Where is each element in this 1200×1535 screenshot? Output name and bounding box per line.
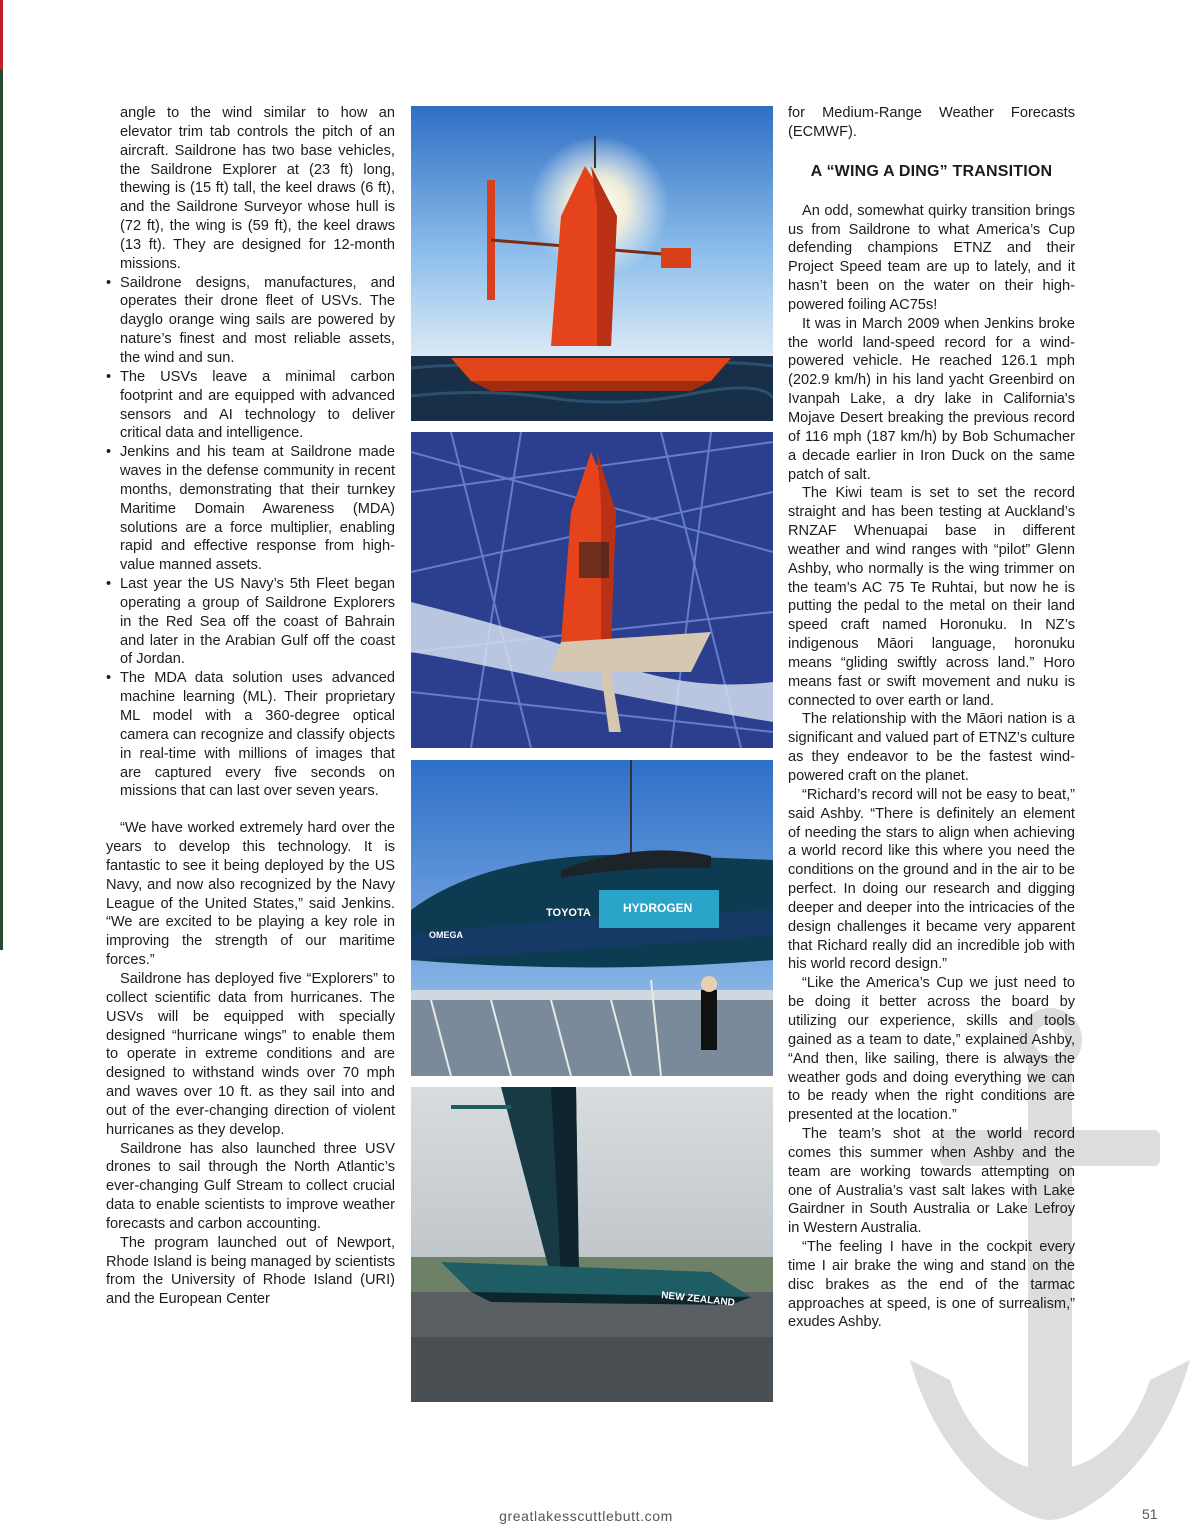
continuation-text: angle to the wind similar to how an elevator trim tab controls the pitch of an aircraft. Saildrone has two base vehicles, the Saildrone Explorer at (23 ft) long, thewing is (15 ft) tall, the keel draws (6 ft), and the Saildrone Surveyor whose hull is (72 ft), the wing is (59 ft), the keel draws (13 ft). They are designed for 12-month missions. — [120, 105, 395, 272]
body-paragraph: “We have worked extremely hard over the years to develop this technology. It is fantastic to see it being deployed by the US Navy, and now also recognized by the Navy League of the United States,” said Jenkins. “We are excited to be playing a key role in improving the strength of our maritime forces.” — [106, 820, 395, 969]
right-column — [788, 104, 1075, 1332]
photo-land-yacht-lifted — [411, 760, 773, 1076]
bullet-item: • Last year the US Navy’s 5th Fleet began operating a group of Saildrone Explorers in the Red Sea off the coast of Bahrain and later in the Arabian Gulf off the coast of Jordan. — [106, 575, 395, 669]
section-heading: A “WING A DING” TRANSITION — [810, 162, 1053, 180]
bullet-item: • Saildrone designs, manufactures, and operates their drone fleet of USVs. The dayglo orange wing sails are powered by nature’s finest and most reliable assets, the wind and sun. — [106, 274, 395, 368]
bullet-item: • The USVs leave a minimal carbon footprint and are equipped with advanced sensors and AI technology to deliver critical data and intelligence. — [106, 368, 395, 443]
body-paragraph: Saildrone has deployed five “Explorers” to collect scientific data from hurricanes. The USVs will be equipped with specially designed “hurricane wings” to enable them to operate in extreme conditions and are designed to withstand winds over 70 mph and waves over 10 ft. as they sail into and out of the ever-changing direction of violent hurricanes as they develop. — [106, 970, 395, 1138]
photo-land-yacht-racing — [411, 1087, 773, 1402]
sponsor-text-toyota: TOYOTA — [546, 907, 591, 919]
body-paragraph: The Kiwi team is set to set the record straight and has been testing at Auckland’s RNZAF Whenuapai base in different weather and wind ranges with “pilot” Glenn Ashby, who normally is the wing trimmer on the team’s AC 75 Te Ruhtai, but now he is putting the pedal to the metal on their land speed craft named Horonuku. In NZ’s indigenous Māori language, horonuku means “gliding swiftly across land.” Horo means fast or swift movement and nuku is connected to over earth or land. — [788, 485, 1075, 709]
photo-saildrone-at-sea — [411, 106, 773, 421]
continuation-text: for Medium-Range Weather Forecasts (ECMWF). — [788, 105, 1075, 140]
sponsor-text-omega: OMEGA — [429, 930, 464, 940]
bullet-item: • The MDA data solution uses advanced machine learning (ML). Their proprietary ML model with a 360-degree optical camera can recognize and classify objects in real-time with millions of images that are captured every five seconds on missions that can last over seven years. — [106, 669, 395, 801]
page-edge-red — [0, 0, 3, 70]
footer-website: greatlakesscuttlebutt.com — [499, 1508, 673, 1524]
body-paragraph: An odd, somewhat quirky transition brings us from Saildrone to what America’s Cup defending champions ETNZ and their Project Speed team are up to lately, and it hasn’t been on the water on their high-powered foiling AC75s! — [788, 202, 1075, 313]
body-paragraph: Saildrone has also launched three USV drones to sail through the North Atlantic’s ever-changing Gulf Stream to collect crucial data to enable scientists to improve weather forecasts and carbon accounting. — [106, 1140, 395, 1232]
hull-text-new-zealand: NEW ZEALAND — [660, 1290, 736, 1309]
body-paragraph: “The feeling I have in the cockpit every time I air brake the wing and stand on the disc brakes as the end of the tarmac approaches at speed, is one of surrealism,” exudes Ashby. — [788, 1239, 1075, 1331]
body-paragraph: The team’s shot at the world record comes this summer when Ashby and the team are working towards attempting on one of Australia’s vast salt lakes with Lake Gairdner in South Australia or Lake Lefroy in Western Australia. — [788, 1126, 1075, 1237]
body-paragraph: “Richard’s record will not be easy to beat,” said Ashby. “There is definitely an element of needing the stars to align when achieving a world record like this where you need the conditions on the ground and in the air to be perfect. In doing our research and digging deeper and deeper into the intricacies of the design challenges it became very apparent that Richard really did an incredible job with his world record design.” — [788, 786, 1075, 973]
photo-saildrone-hanging — [411, 432, 773, 748]
body-paragraph: “Like the America’s Cup we just need to be doing it better across the board by utilizing our experience, skills and tools gained as a team to date,” explained Ashby, “And then, like sailing, there is always the weather gods and doing everything we can to be ready when the right conditions are presented at the location.” — [788, 975, 1075, 1124]
page-number: 51 — [1142, 1506, 1158, 1522]
left-column — [106, 104, 395, 1309]
bullet-list — [106, 274, 395, 802]
bullet-item: • Jenkins and his team at Saildrone made waves in the defense community in recent months, demonstrating that their turnkey Maritime Domain Awareness (MDA) solutions are a force multiplier, enabling rapid and effective response from high-value manned assets. — [106, 443, 395, 575]
body-paragraph: It was in March 2009 when Jenkins broke the world land-speed record for a wind-powered vehicle. He reached 126.1 mph (202.9 km/h) in his land yacht Greenbird on Ivanpah Lake, a dry lake in California's Mojave Desert breaking the previous record of 116 mph (187 km/h) by Bob Schumacher a decade earlier in Iron Duck on the same patch of salt. — [788, 315, 1075, 483]
body-paragraph: The relationship with the Māori nation is a significant and valued part of ETNZ’s culture as they endeavor to be the fastest wind-powered craft on the planet. — [788, 711, 1075, 784]
sponsor-text-hydrogen: HYDROGEN — [623, 901, 693, 915]
page-edge-green — [0, 70, 3, 950]
body-paragraph: The program launched out of Newport, Rhode Island is being managed by scientists from the University of Rhode Island (URI) and the European Center — [106, 1234, 395, 1308]
